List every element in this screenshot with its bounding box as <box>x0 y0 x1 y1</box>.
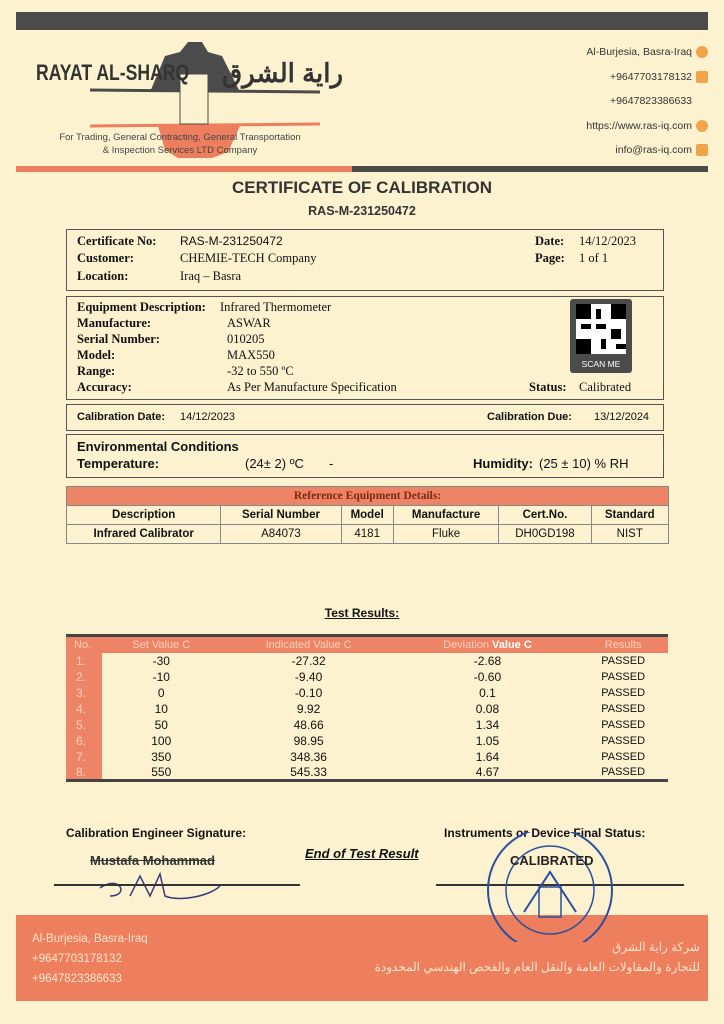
reference-equipment-table <box>66 486 669 544</box>
cell-no: 6. <box>66 733 102 749</box>
company-seal-stamp <box>484 832 616 942</box>
col-header: No. <box>66 636 102 653</box>
brand-name-ar: راية الشرق <box>222 58 344 88</box>
test-results-title: Test Results: <box>324 606 400 620</box>
cell-set: 0 <box>157 685 165 700</box>
cell-dev: 0.08 <box>475 701 500 716</box>
equipment-desc: Infrared Thermometer <box>220 300 332 314</box>
cell-set: 10 <box>154 701 168 716</box>
temperature: (24± 2) ºC <box>245 456 304 471</box>
cell-dev: 4.67 <box>475 764 500 779</box>
cell-res: PASSED <box>601 702 646 715</box>
calibration-date: 14/12/2023 <box>180 411 236 423</box>
cell-dev: 1.34 <box>475 717 500 732</box>
footer-ar-line-1: شركة راية الشرق <box>611 940 700 954</box>
footer-contact <box>32 929 148 989</box>
cell-set: 550 <box>151 764 172 779</box>
cell-set: -10 <box>152 669 170 684</box>
date: 14/12/2023 <box>579 234 636 248</box>
cell-no: 2. <box>66 669 102 685</box>
cell-ind: 348.36 <box>290 749 327 764</box>
table-row <box>66 669 668 685</box>
contact-info <box>586 40 708 163</box>
cell-res: PASSED <box>601 686 646 699</box>
col-header: Model <box>341 506 393 525</box>
brand-name-en: RAYAT AL-SHARQ <box>36 60 190 85</box>
contact-email[interactable]: info@ras-iq.com <box>586 138 708 163</box>
top-bar <box>16 12 708 30</box>
cert-no-label: Certificate No: <box>77 234 157 248</box>
footer-arabic <box>375 937 700 977</box>
certificate-info-box <box>66 229 664 291</box>
page-number: 1 of 1 <box>579 251 609 265</box>
cell: Infrared Calibrator <box>67 525 221 544</box>
equipment-desc-label: Equipment Description: <box>77 300 206 314</box>
cell-set: 50 <box>154 717 168 732</box>
table-row <box>66 653 668 669</box>
location: Iraq – Basra <box>180 269 242 283</box>
cert-no: RAS-M-231250472 <box>180 234 283 248</box>
col-header: Indicated Value C <box>221 636 397 653</box>
engineer-name: Mustafa Mohammad <box>90 853 215 868</box>
test-header-row <box>66 636 668 653</box>
equipment-box <box>66 296 664 400</box>
contact-phone-1: +9647703178132 <box>586 65 708 90</box>
cell: DH0GD198 <box>499 525 591 544</box>
table-row <box>66 749 668 765</box>
cell: 4181 <box>341 525 393 544</box>
cell-ind: -0.10 <box>294 685 323 700</box>
reference-title: Reference Equipment Details: <box>67 487 669 506</box>
model: MAX550 <box>227 348 275 362</box>
cell-dev: 1.05 <box>475 733 500 748</box>
cell-ind: 98.95 <box>293 733 324 748</box>
col-header: Standard <box>591 506 668 525</box>
humidity-label: Humidity: <box>473 456 533 471</box>
table-row <box>66 701 668 717</box>
model-label: Model: <box>77 348 116 362</box>
col-header: Manufacture <box>393 506 499 525</box>
signature-scribble-icon <box>90 866 230 906</box>
tagline-line-1: For Trading, General Contracting, General Transportation <box>59 132 301 143</box>
table-row <box>66 733 668 749</box>
globe-icon <box>696 120 708 132</box>
col-header: Cert.No. <box>499 506 591 525</box>
cell-set: -30 <box>152 653 170 668</box>
final-status: CALIBRATED <box>510 853 594 868</box>
serial-label: Serial Number: <box>77 332 160 346</box>
test-results-table <box>66 634 668 782</box>
cell-no: 5. <box>66 717 102 733</box>
range-label: Range: <box>77 364 116 378</box>
col-header-part: Value C <box>492 638 532 651</box>
col-header: Description <box>67 506 221 525</box>
cell-no: 7. <box>66 749 102 765</box>
table-row <box>66 685 668 701</box>
range: -32 to 550 ºC <box>227 364 294 378</box>
tagline-line-2: & Inspection Services LTD Company <box>102 145 258 156</box>
table-row <box>66 765 668 781</box>
cell-res: PASSED <box>601 765 646 778</box>
environment-box <box>66 434 664 478</box>
divider-dark <box>352 166 708 172</box>
date-label: Date: <box>535 234 565 248</box>
cell-dev: -2.68 <box>473 653 502 668</box>
accuracy-label: Accuracy: <box>77 380 132 394</box>
cell-res: PASSED <box>601 734 646 747</box>
certificate-code: RAS-M-231250472 <box>308 204 416 218</box>
tagline <box>30 131 330 157</box>
cell-no: 4. <box>66 701 102 717</box>
calibration-dates-box <box>66 404 664 431</box>
mail-icon <box>696 144 708 156</box>
cell-res: PASSED <box>601 750 646 763</box>
page-label: Page: <box>535 251 565 265</box>
cell-ind: -9.40 <box>294 669 323 684</box>
cell-no: 8. <box>66 765 102 781</box>
calibration-due-label: Calibration Due: <box>487 411 572 423</box>
cell-ind: 48.66 <box>293 717 324 732</box>
cell-res: PASSED <box>601 718 646 731</box>
cell-dev: 1.64 <box>475 749 500 764</box>
manufacture: ASWAR <box>227 316 271 330</box>
cell: Fluke <box>393 525 499 544</box>
col-header: Results <box>578 636 668 653</box>
cell-dev: -0.60 <box>473 669 502 684</box>
separator-dash: - <box>329 456 334 471</box>
scan-me-label: SCAN ME <box>581 359 621 369</box>
cell-no: 1. <box>66 653 102 669</box>
contact-address: Al-Burjesia, Basra-Iraq <box>586 40 708 65</box>
customer: CHEMIE-TECH Company <box>180 251 317 265</box>
cell-no: 3. <box>66 685 102 701</box>
phone-icon <box>696 71 708 83</box>
table-row <box>66 717 668 733</box>
reference-header-row <box>67 506 669 525</box>
cell-res: PASSED <box>601 670 646 683</box>
status-label: Status: <box>529 380 567 394</box>
certificate-title: CERTIFICATE OF CALIBRATION <box>231 178 492 197</box>
status-value: Calibrated <box>579 380 632 394</box>
col-header <box>397 636 579 653</box>
footer-phone-1: +9647703178132 <box>32 953 122 965</box>
cell-set: 350 <box>151 749 172 764</box>
cell-set: 100 <box>151 733 172 748</box>
footer-ar-line-2: للتجارة والمقاولات العامة والنقل العام والفحص الهندسي المحدودة <box>374 960 700 974</box>
end-of-test-result: End of Test Result <box>305 846 419 861</box>
divider-orange <box>16 166 352 172</box>
manufacture-label: Manufacture: <box>77 316 152 330</box>
footer-address: Al-Burjesia, Basra-Iraq <box>32 933 148 945</box>
col-header-part: Deviation <box>443 638 493 651</box>
environment-heading: Environmental Conditions <box>77 439 239 454</box>
temperature-label: Temperature: <box>77 456 160 471</box>
cell: A84073 <box>221 525 341 544</box>
col-header: Serial Number <box>221 506 341 525</box>
contact-website[interactable]: https://www.ras-iq.com <box>586 114 708 139</box>
qr-code-icon <box>576 304 626 354</box>
calibration-date-label: Calibration Date: <box>77 411 166 423</box>
cell-dev: 0.1 <box>479 685 496 700</box>
location-label: Location: <box>77 269 129 283</box>
location-icon <box>696 46 708 58</box>
final-status-label: Instruments or Device Final Status: <box>444 826 646 840</box>
calibration-due: 13/12/2024 <box>594 411 650 423</box>
humidity: (25 ± 10) % RH <box>539 456 629 471</box>
signature-line <box>54 884 300 886</box>
contact-phone-2: +9647823386633 <box>609 95 692 108</box>
accuracy: As Per Manufacture Specification <box>227 380 397 394</box>
engineer-signature-label: Calibration Engineer Signature: <box>66 826 247 840</box>
footer-phone-2: +9647823386633 <box>32 973 122 985</box>
cell-res: PASSED <box>601 654 646 667</box>
cell-ind: 545.33 <box>290 764 327 779</box>
cell-ind: -27.32 <box>291 653 326 668</box>
serial: 010205 <box>227 332 265 346</box>
customer-label: Customer: <box>77 251 134 265</box>
cell-ind: 9.92 <box>296 701 321 716</box>
col-header: Set Value C <box>102 636 221 653</box>
table-row <box>67 525 669 544</box>
cell: NIST <box>591 525 668 544</box>
qr-code[interactable] <box>570 299 632 373</box>
